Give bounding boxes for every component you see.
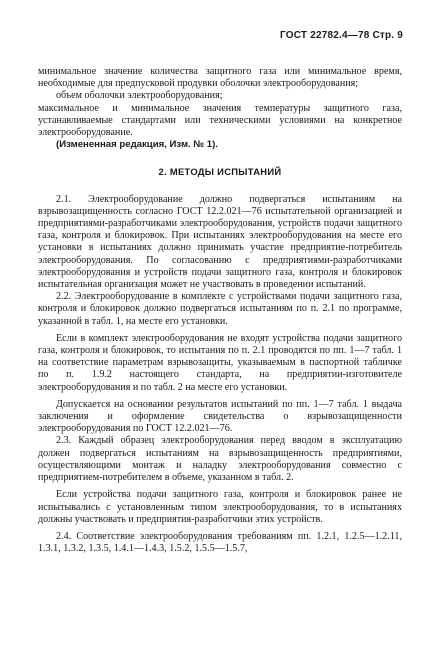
paragraph-2-1: 2.1. Электрооборудование должно подвергаться испытаниям на взрывозащищенность согласно ГОСТ 12.2.021—76 испытательной организацией и предприятиями-разработчиками электрооборудования, устройств подачи защитного газа, контроля и блокировок. При испытаниях электрооборудования на месте его установки в испытаниях должно принимать участие предприятие-потребитель электрооборудования. По согласованию с предприятиями-разработчиками электрооборудования и устройств подачи защитного газа, контроля и блокировок испытательная организация может не участвовать в проведении испытаний. bbox=[38, 193, 402, 291]
list-item-gas-temperature: максимальное и минимальное значения температуры защитного газа, устанавливаемые стандартами или техническими условиями на конкретное электрооборудование. bbox=[38, 102, 402, 139]
paragraph-2-2-allowance: Допускается на основании результатов испытаний по пп. 1—7 табл. 1 выдача заключения и оформление свидетельства о взрывозащищенности электрооборудования по ГОСТ 12.2.021—76. bbox=[38, 398, 402, 435]
paragraph-2-3: 2.3. Каждый образец электрооборудования перед вводом в эксплуатацию должен подвергаться испытаниям на взрывозащищенность предприятиями, осуществляющими монтаж и наладку электрооборудования совместно с предприятием-потребителем в объеме, указанном в табл. 2. bbox=[38, 435, 402, 484]
edition-note: (Измененная редакция, Изм. № 1). bbox=[56, 139, 218, 151]
paragraph-2-3-note: Если устройства подачи защитного газа, контроля и блокировок ранее не испытывались с установленным типом электрооборудования, то в испытаниях должны участвовать и предприятия-разработчики этих устройств. bbox=[38, 489, 402, 525]
paragraph-2-2-note: Если в комплект электрооборудования не входят устройства подачи защитного газа, контроля и блокировок, то испытания по п. 2.1 проводятся по пп. 1—7 табл. 1 на соответствие параметрам взрывозащиты, указываемым в паспортной табличке по п. 1.9.2 настоящего стандарта, на предприятии-изготовителе электрооборудования и по табл. 2 на месте его установки. bbox=[38, 332, 402, 393]
paragraph-2-4: 2.4. Соответствие электрооборудования требованиям пп. 1.2.1, 1.2.5—1.2.11, 1.3.1, 1.3.2, 1.3.5, 1.4.1—1.4.3, 1.5.2, 1.5.5—1.5.7, bbox=[38, 530, 402, 555]
section-title: 2. МЕТОДЫ ИСПЫТАНИЙ bbox=[158, 166, 282, 178]
paragraph-2-2: 2.2. Электрооборудование в комплекте с устройствами подачи защитного газа, контроля и блокировок должно подвергаться испытаниям по п. 2.1 по программе, указанной в табл. 1, на месте его установки. bbox=[38, 291, 402, 327]
page-header: ГОСТ 22782.4—78 Стр. 9 bbox=[280, 30, 403, 41]
list-item-enclosure-volume: объем оболочки электрооборудования; bbox=[56, 90, 223, 102]
page-content bbox=[38, 66, 402, 555]
list-item-gas-quantity: минимальное значение количества защитного газа или минимальное время, необходимые для предпусковой продувки оболочки электрооборудования; bbox=[38, 66, 402, 90]
